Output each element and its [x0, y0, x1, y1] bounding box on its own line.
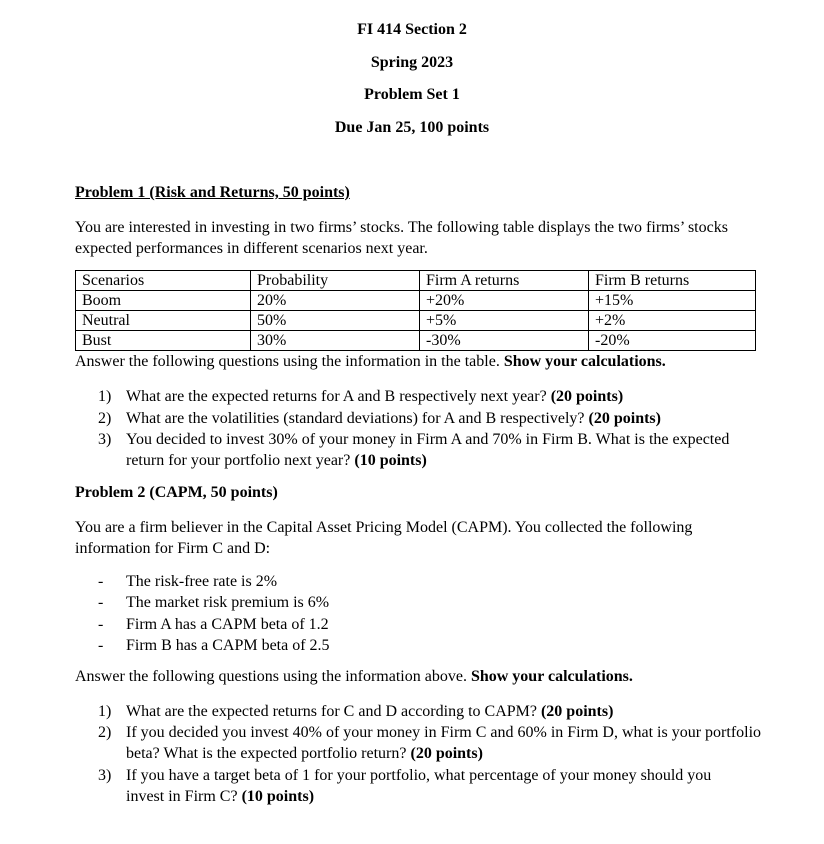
- problem2-heading: Problem 2 (CAPM, 50 points): [75, 484, 278, 501]
- bullet-marker: -: [98, 637, 104, 654]
- question-points: (20 points): [540, 703, 614, 720]
- question-text: If you decided you invest 40% of your money in Firm C and 60% in Firm D, what is your portfolio beta? What is the expected portfolio return? (20 points): [126, 724, 762, 762]
- scenario-table: [75, 270, 756, 351]
- table-cell: Bust: [76, 331, 251, 351]
- question-text: What are the volatilities (standard deviations) for A and B respectively? (20 points): [126, 410, 661, 427]
- problem1-heading: Problem 1 (Risk and Returns, 50 points): [75, 184, 350, 201]
- table-header-cell: Scenarios: [76, 271, 251, 291]
- question-number: 3): [98, 431, 112, 448]
- bullet-text: Firm A has a CAPM beta of 1.2: [126, 616, 329, 633]
- instruction-text: Answer the following questions using the information in the table.: [75, 353, 504, 370]
- question-points: (10 points): [241, 788, 315, 805]
- question-text: You decided to invest 30% of your money in Firm A and 70% in Firm B. What is the expected return for your portfolio next year? (10 points): [126, 431, 730, 469]
- bullet-text: The risk-free rate is 2%: [126, 573, 278, 590]
- question-text: What are the expected returns for A and B respectively next year? (20 points): [126, 388, 624, 405]
- table-cell: -30%: [420, 331, 589, 351]
- instruction-emphasis: Show your calculations.: [470, 668, 633, 685]
- term-label: Spring 2023: [370, 54, 454, 71]
- question-number: 2): [98, 410, 112, 427]
- problem1-intro: You are interested in investing in two firms’ stocks. The following table displays the two firms’ stocks expected performances in different scenarios next year.: [75, 219, 728, 257]
- table-cell: 20%: [251, 291, 420, 311]
- table-cell: +2%: [589, 311, 756, 331]
- question-number: 1): [98, 703, 112, 720]
- table-cell: +15%: [589, 291, 756, 311]
- bullet-marker: -: [98, 573, 104, 590]
- table-header-cell: Firm A returns: [420, 271, 589, 291]
- instruction-emphasis: Show your calculations.: [503, 353, 666, 370]
- table-row: [76, 291, 756, 311]
- question-number: 1): [98, 388, 112, 405]
- table-row: [76, 331, 756, 351]
- problem2-intro: You are a firm believer in the Capital Asset Pricing Model (CAPM). You collected the following information for Firm C and D:: [75, 519, 693, 557]
- table-header-cell: Firm B returns: [589, 271, 756, 291]
- table-row: [76, 311, 756, 331]
- question-points: (20 points): [550, 388, 624, 405]
- bullet-marker: -: [98, 616, 104, 633]
- question-points: (10 points): [354, 452, 427, 469]
- table-cell: -20%: [589, 331, 756, 351]
- problem1-instruction: [75, 353, 666, 371]
- due-date: Due Jan 25, 100 points: [334, 119, 490, 136]
- question-text: If you have a target beta of 1 for your portfolio, what percentage of your money should you invest in Firm C? (10 points): [126, 767, 712, 805]
- question-text: What are the expected returns for C and D according to CAPM? (20 points): [126, 703, 614, 720]
- table-header-row: [76, 271, 756, 291]
- table-cell: +5%: [420, 311, 589, 331]
- question-number: 3): [98, 767, 112, 784]
- table-header-cell: Probability: [251, 271, 420, 291]
- problem-set-title: Problem Set 1: [364, 86, 460, 103]
- course-title: FI 414 Section 2: [357, 21, 467, 38]
- bullet-marker: -: [98, 594, 104, 611]
- bullet-text: The market risk premium is 6%: [126, 594, 330, 611]
- bullet-text: Firm B has a CAPM beta of 2.5: [126, 637, 330, 654]
- table-cell: Neutral: [76, 311, 251, 331]
- table-cell: 50%: [251, 311, 420, 331]
- problem2-instruction: [75, 668, 633, 686]
- question-points: (20 points): [410, 745, 483, 762]
- instruction-text: Answer the following questions using the information above.: [75, 668, 471, 685]
- question-number: 2): [98, 724, 112, 741]
- question-points: (20 points): [588, 410, 661, 427]
- table-cell: +20%: [420, 291, 589, 311]
- table-cell: 30%: [251, 331, 420, 351]
- table-cell: Boom: [76, 291, 251, 311]
